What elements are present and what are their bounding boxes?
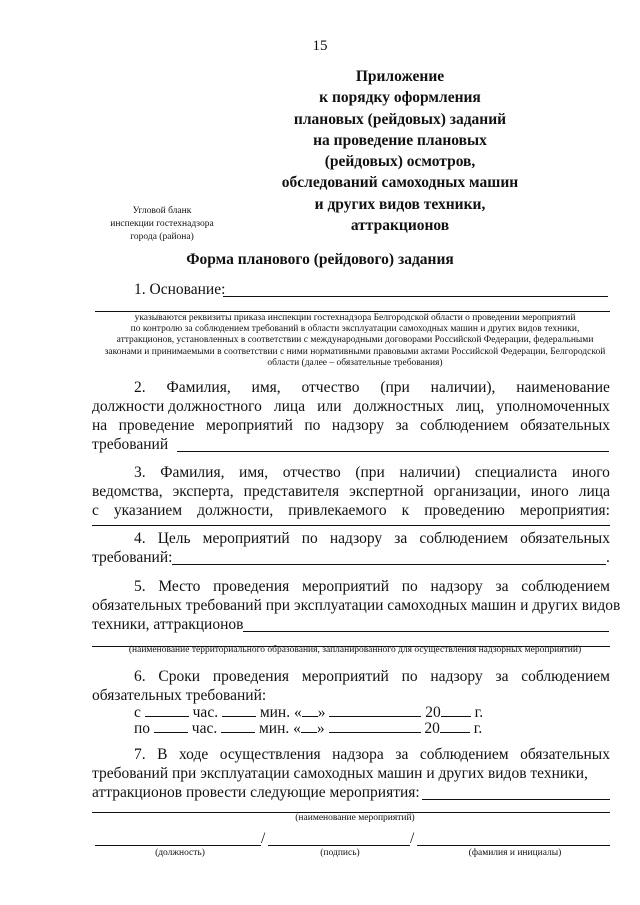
word: лица (273, 398, 306, 415)
section7-caption: (наименование мероприятий) (295, 813, 415, 823)
word: проведения (213, 578, 290, 595)
appendix-line: (рейдовых) осмотров, (324, 153, 476, 171)
section2-line3 (92, 417, 610, 435)
from-year-suffix: г. (474, 704, 484, 721)
section6-line2: обязательных требований: (92, 687, 267, 704)
word: иного (530, 483, 569, 500)
word: 3. (134, 464, 146, 481)
section1-note (95, 313, 615, 369)
word: представителя (243, 483, 340, 500)
signature-name-caption: (фамилия и инициалы) (468, 848, 562, 858)
word: проведению (424, 502, 505, 519)
word: ведомства, (92, 483, 163, 500)
section2-line2 (92, 398, 610, 416)
from-day-field[interactable] (302, 704, 318, 717)
word: ходе (179, 746, 209, 763)
section6-line1 (134, 668, 610, 686)
from-quote-close: » (317, 704, 326, 721)
to-month-field[interactable] (329, 720, 421, 733)
word: эксперта, (172, 483, 234, 500)
section7-line2: требований при эксплуатации самоходных машин и других видов техники, (92, 765, 588, 782)
corner-stamp-line: инспекции гостехнадзора (110, 219, 214, 229)
corner-stamp (92, 205, 232, 244)
appendix-line: к порядку оформления (319, 89, 481, 107)
word: иного (571, 464, 610, 481)
section5-line2: обязательных требований при эксплуатации самоходных машин и других видов (92, 597, 621, 614)
section1-basis-field[interactable] (223, 296, 608, 297)
word: 5. (134, 578, 146, 595)
signature-sign-caption: (подпись) (320, 848, 360, 858)
word: за (495, 668, 509, 685)
to-minutes-field[interactable] (221, 720, 255, 733)
section4-line1 (134, 530, 610, 548)
word: экспертной (349, 483, 424, 500)
section3-line3 (92, 502, 610, 520)
appendix-line: Приложение (355, 68, 445, 85)
word: (при (380, 379, 410, 396)
section7-line1 (134, 746, 610, 764)
word: мероприятий (301, 578, 389, 595)
section6-to-row (134, 720, 482, 738)
appendix-line: аттракционов (350, 217, 450, 235)
word: лица (578, 483, 610, 500)
word: организации, (433, 483, 521, 500)
word: за (395, 417, 409, 434)
word: должностных (353, 398, 444, 415)
word: надзора (332, 746, 384, 763)
word: на (92, 417, 108, 434)
section1-note-line: аттракционов, установленных в соответствии с международными договорами Российской Федерации, федеральными (116, 335, 594, 346)
to-year-suffix: г. (473, 720, 483, 737)
to-year-prefix: 20 (424, 720, 440, 737)
section4-purpose-field[interactable] (172, 564, 606, 565)
word: соблюдением (521, 668, 610, 685)
word: должности должностного (92, 398, 262, 415)
section1-divider (95, 311, 610, 312)
word: проведения (212, 668, 290, 685)
section3-specialist-field[interactable] (92, 525, 610, 526)
word: по (304, 417, 321, 434)
word: мероприятий (205, 417, 293, 434)
corner-stamp-line: Угловой бланк (132, 206, 192, 216)
to-year-field[interactable] (440, 720, 470, 733)
signature-sign-field[interactable] (268, 845, 410, 846)
word: по (401, 578, 418, 595)
page-number: 15 (312, 38, 328, 54)
from-minutes-label: мин. « (259, 704, 302, 721)
word: имя, (251, 379, 281, 396)
to-prefix: по (134, 720, 151, 737)
word: Фамилия, (166, 379, 231, 396)
to-day-field[interactable] (301, 720, 317, 733)
from-hours-field[interactable] (145, 704, 189, 717)
word: за (495, 578, 509, 595)
section5-place-field[interactable] (243, 631, 609, 632)
section7-measures-field[interactable] (422, 799, 610, 800)
section2-officials-field[interactable] (177, 451, 609, 452)
from-month-field[interactable] (329, 704, 421, 717)
word: надзору (430, 668, 483, 685)
word: соблюдением (419, 417, 509, 434)
section3-line2 (92, 483, 610, 501)
word: наличии), (430, 379, 496, 396)
section5-caption: (наименование территориального образования, запланированного для осуществления надзорных мероприятий) (128, 645, 582, 655)
word: указанием (113, 502, 183, 519)
corner-stamp-line: города (района) (130, 232, 194, 242)
appendix-line: и других видов техники, (314, 195, 486, 213)
to-quote-close: » (316, 720, 325, 737)
word: Цель (157, 530, 191, 547)
word: В (157, 746, 168, 763)
word: наименование (516, 379, 610, 396)
signature-slash-1: / (261, 830, 266, 847)
word: Место (158, 578, 201, 595)
word: соблюдением (521, 578, 610, 595)
word: мероприятий (301, 668, 389, 685)
word: 4. (134, 530, 146, 547)
word: осуществления (219, 746, 321, 763)
to-hours-label: час. (191, 720, 218, 737)
appendix-line: обследований самоходных машин (281, 174, 519, 192)
signature-slash-2: / (410, 830, 415, 847)
section5-line1 (134, 578, 610, 596)
word: к (401, 502, 410, 519)
from-year-prefix: 20 (425, 704, 441, 721)
from-prefix: с (134, 704, 141, 721)
word: надзору (331, 417, 385, 434)
word: имя, (239, 464, 269, 481)
word: Сроки (158, 668, 201, 685)
word: Фамилия, (160, 464, 225, 481)
word: лиц, (456, 398, 485, 415)
section1-label: 1. Основание: (134, 281, 226, 298)
word: мероприятий (202, 530, 290, 547)
section1-note-line: законами и принимаемыми в соответствии с ними нормативными правовыми актами Российской Федерации, Белгородской (104, 346, 606, 357)
section1-note-line: по контролю за соблюдением требований в области эксплуатации самоходных машин и других видов техники, (130, 324, 580, 335)
from-hours-label: час. (192, 704, 219, 721)
word: обязательных (520, 746, 610, 763)
word: за (395, 746, 409, 763)
section4-line2: требований: (92, 549, 173, 566)
word: 6. (134, 668, 146, 685)
form-title: Форма планового (рейдового) задания (186, 251, 454, 268)
word: должности, (197, 502, 274, 519)
word: наличии) (399, 464, 461, 481)
signature-name-field[interactable] (417, 845, 610, 846)
word: отчество (301, 379, 360, 396)
word: (при (355, 464, 385, 481)
to-hours-field[interactable] (154, 720, 188, 733)
from-year-field[interactable] (441, 704, 471, 717)
word: надзору (430, 578, 483, 595)
word: по (301, 530, 318, 547)
word: обязательных (520, 417, 610, 434)
section1-note-line: области (далее – обязательные требования) (267, 357, 443, 368)
section2-line1 (134, 379, 610, 397)
word: надзору (329, 530, 383, 547)
word: отчество (282, 464, 341, 481)
appendix-line: на проведение плановых (313, 131, 487, 149)
word: за (394, 530, 408, 547)
word: 7. (134, 746, 146, 763)
word: 2. (134, 379, 146, 396)
section5-line3: техники, аттракционов (92, 616, 244, 633)
section2-line4: требований (92, 436, 169, 453)
word: по (401, 668, 418, 685)
signature-position-field[interactable] (95, 845, 261, 846)
section1-note-line: указываются реквизиты приказа инспекции гостехнадзора Белгородской области о проведении мероприятий (134, 313, 576, 323)
word: или (317, 398, 342, 415)
appendix-line: плановых (рейдовых) заданий (293, 110, 507, 128)
word: с (92, 502, 99, 519)
section4-period: . (606, 549, 610, 566)
word: соблюдением (419, 530, 509, 547)
word: обязательных (520, 530, 610, 547)
appendix-header (250, 66, 550, 236)
word: привлекаемого (288, 502, 387, 519)
word: проведение (118, 417, 195, 434)
to-minutes-label: мин. « (258, 720, 301, 737)
section7-line3: аттракционов провести следующие мероприятия: (92, 784, 420, 801)
from-minutes-field[interactable] (222, 704, 256, 717)
word: специалиста (474, 464, 558, 481)
section3-line1 (134, 464, 610, 482)
word: мероприятия: (519, 502, 610, 519)
word: соблюдением (419, 746, 509, 763)
word: уполномоченных (496, 398, 610, 415)
signature-position-caption: (должность) (155, 848, 205, 858)
